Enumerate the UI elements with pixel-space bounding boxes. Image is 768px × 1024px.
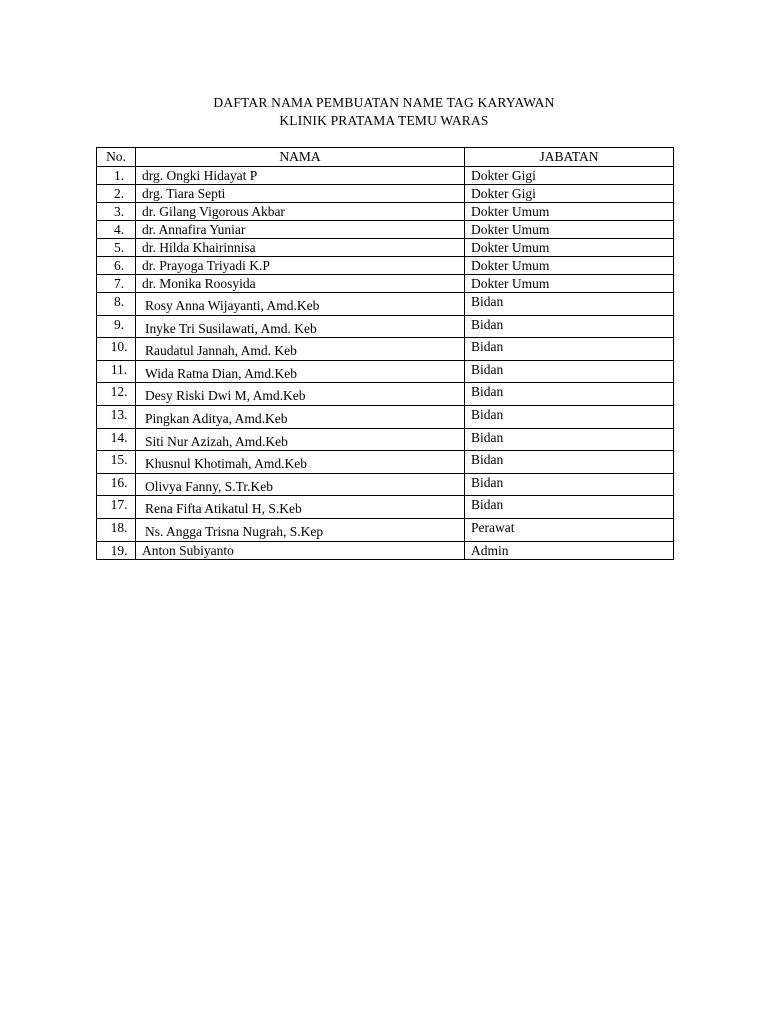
- row-nama: drg. Tiara Septi: [136, 185, 465, 203]
- row-no: 16.: [97, 473, 136, 496]
- row-nama: Rosy Anna Wijayanti, Amd.Keb: [136, 293, 465, 316]
- row-no: 17.: [97, 496, 136, 519]
- table-row: [97, 541, 674, 559]
- row-nama: Ns. Angga Trisna Nugrah, S.Kep: [136, 518, 465, 541]
- row-no: 12.: [97, 383, 136, 406]
- table-row: [97, 185, 674, 203]
- row-jabatan: Bidan: [465, 293, 674, 316]
- row-jabatan: Perawat: [465, 518, 674, 541]
- row-jabatan: Dokter Umum: [465, 203, 674, 221]
- row-no: 7.: [97, 275, 136, 293]
- row-no: 10.: [97, 338, 136, 361]
- row-nama: dr. Monika Roosyida: [136, 275, 465, 293]
- row-no: 19.: [97, 541, 136, 559]
- table-row: [97, 473, 674, 496]
- row-jabatan: Bidan: [465, 451, 674, 474]
- table-row: [97, 203, 674, 221]
- row-nama: dr. Hilda Khairinnisa: [136, 239, 465, 257]
- table-body: [97, 167, 674, 560]
- row-jabatan: Bidan: [465, 360, 674, 383]
- row-jabatan: Bidan: [465, 405, 674, 428]
- table-row: [97, 167, 674, 185]
- table-row: [97, 405, 674, 428]
- row-nama: dr. Prayoga Triyadi K.P: [136, 257, 465, 275]
- row-nama: Anton Subiyanto: [136, 541, 465, 559]
- employee-table: [96, 147, 674, 560]
- row-no: 2.: [97, 185, 136, 203]
- table-row: [97, 293, 674, 316]
- row-no: 9.: [97, 315, 136, 338]
- row-nama: Siti Nur Azizah, Amd.Keb: [136, 428, 465, 451]
- row-no: 3.: [97, 203, 136, 221]
- table-row: [97, 257, 674, 275]
- row-no: 18.: [97, 518, 136, 541]
- document-subtitle: KLINIK PRATAMA TEMU WARAS: [279, 113, 489, 128]
- document-title: DAFTAR NAMA PEMBUATAN NAME TAG KARYAWAN: [213, 95, 555, 110]
- row-no: 15.: [97, 451, 136, 474]
- row-jabatan: Dokter Gigi: [465, 185, 674, 203]
- row-jabatan: Admin: [465, 541, 674, 559]
- row-no: 6.: [97, 257, 136, 275]
- table-row: [97, 451, 674, 474]
- row-no: 1.: [97, 167, 136, 185]
- row-no: 14.: [97, 428, 136, 451]
- header-jabatan: JABATAN: [465, 148, 674, 167]
- table-row: [97, 338, 674, 361]
- row-jabatan: Bidan: [465, 383, 674, 406]
- row-jabatan: Dokter Umum: [465, 275, 674, 293]
- row-nama: Pingkan Aditya, Amd.Keb: [136, 405, 465, 428]
- table-row: [97, 496, 674, 519]
- table-row: [97, 383, 674, 406]
- row-no: 8.: [97, 293, 136, 316]
- row-jabatan: Bidan: [465, 428, 674, 451]
- table-row: [97, 275, 674, 293]
- row-jabatan: Dokter Umum: [465, 257, 674, 275]
- document-title-block: [0, 94, 768, 130]
- row-nama: drg. Ongki Hidayat P: [136, 167, 465, 185]
- row-nama: Desy Riski Dwi M, Amd.Keb: [136, 383, 465, 406]
- row-no: 11.: [97, 360, 136, 383]
- row-nama: Raudatul Jannah, Amd. Keb: [136, 338, 465, 361]
- table-row: [97, 518, 674, 541]
- row-jabatan: Bidan: [465, 473, 674, 496]
- table-row: [97, 428, 674, 451]
- row-no: 13.: [97, 405, 136, 428]
- row-nama: Khusnul Khotimah, Amd.Keb: [136, 451, 465, 474]
- table-row: [97, 221, 674, 239]
- row-jabatan: Bidan: [465, 338, 674, 361]
- row-jabatan: Dokter Gigi: [465, 167, 674, 185]
- row-nama: Olivya Fanny, S.Tr.Keb: [136, 473, 465, 496]
- table-row: [97, 239, 674, 257]
- row-nama: Inyke Tri Susilawati, Amd. Keb: [136, 315, 465, 338]
- table-header-row: [97, 148, 674, 167]
- row-nama: Wida Ratna Dian, Amd.Keb: [136, 360, 465, 383]
- row-jabatan: Bidan: [465, 315, 674, 338]
- row-no: 5.: [97, 239, 136, 257]
- header-nama: NAMA: [136, 148, 465, 167]
- row-no: 4.: [97, 221, 136, 239]
- row-jabatan: Bidan: [465, 496, 674, 519]
- row-nama: Rena Fifta Atikatul H, S.Keb: [136, 496, 465, 519]
- header-no: No.: [97, 148, 136, 167]
- row-nama: dr. Annafira Yuniar: [136, 221, 465, 239]
- row-jabatan: Dokter Umum: [465, 221, 674, 239]
- row-jabatan: Dokter Umum: [465, 239, 674, 257]
- table-row: [97, 315, 674, 338]
- table-row: [97, 360, 674, 383]
- row-nama: dr. Gilang Vigorous Akbar: [136, 203, 465, 221]
